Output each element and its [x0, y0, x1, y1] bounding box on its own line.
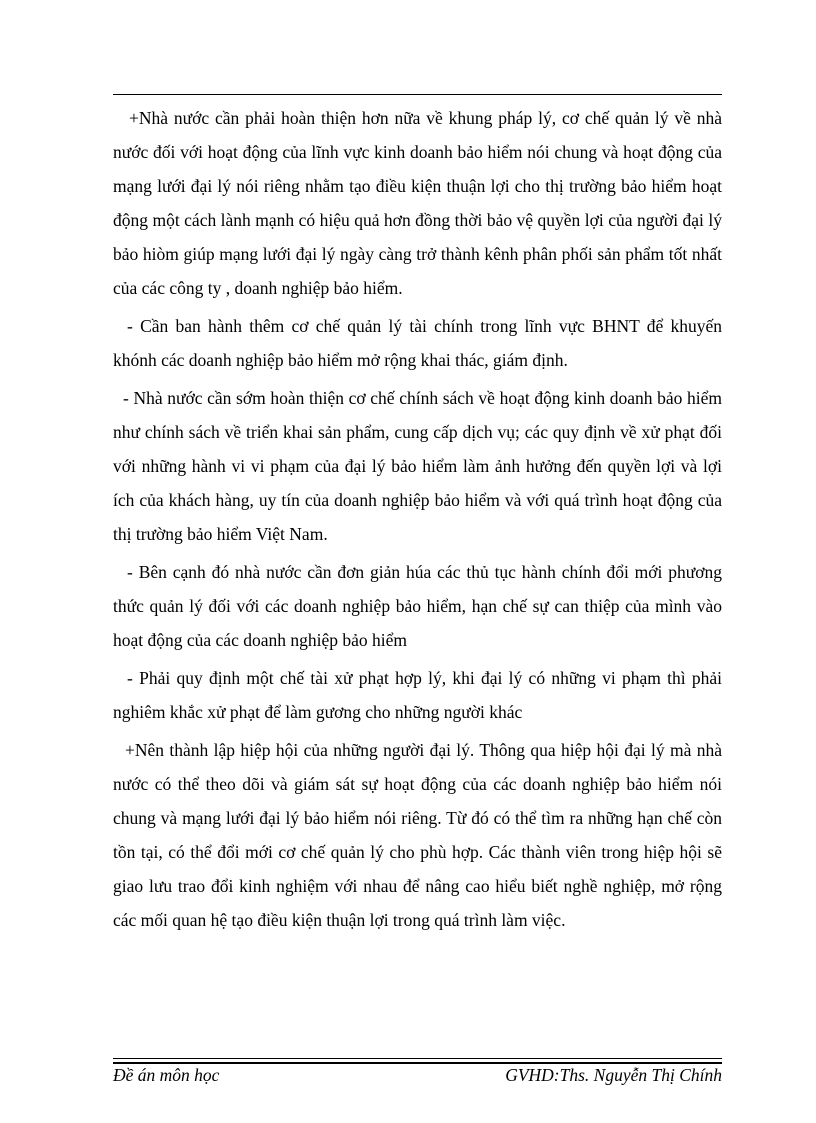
- paragraph-state-legal-framework: +Nhà nước cần phải hoàn thiện hơn nữa về khung pháp lý, cơ chế quản lý về nhà nước đối với hoạt động của lĩnh vực kinh doanh bảo hiểm nói chung và hoạt động của mạng lưới đại lý nói riêng nhằm tạo điều kiện thuận lợi cho thị trường bảo hiểm hoạt động một cách lành mạnh có hiệu quả hơn đồng thời bảo vệ quyền lợi của người đại lý bảo hiòm giúp mạng lưới đại lý ngày càng trở thành kênh phân phối sản phẩm tốt nhất của các công ty , doanh nghiệp bảo hiểm.: [113, 108, 722, 298]
- paragraph-penalty-regulation: - Phải quy định một chế tài xử phạt hợp lý, khi đại lý có những vi phạm thì phải nghiêm khắc xử phạt để làm gương cho những người khác: [113, 668, 722, 722]
- paragraph-agent-association: +Nên thành lập hiệp hội của những người đại lý. Thông qua hiệp hội đại lý mà nhà nước có thể theo dõi và giám sát sự hoạt động của các doanh nghiệp bảo hiểm nói chung và mạng lưới đại lý bảo hiểm nói riêng. Từ đó có thể tìm ra những hạn chế còn tồn tại, có thể đổi mới cơ chế quản lý cho phù hợp. Các thành viên trong hiệp hội sẽ giao lưu trao đổi kinh nghiệm với nhau để nâng cao hiểu biết nghề nghiệp, mở rộng các mối quan hệ tạo điều kiện thuận lợi trong quá trình làm việc.: [113, 740, 722, 930]
- page-footer: [113, 1063, 722, 1087]
- footer-rule-thin: [113, 1058, 722, 1059]
- footer-instructor: GVHD:Ths. Nguyễn Thị Chính: [505, 1065, 722, 1085]
- document-body: [113, 101, 722, 937]
- header-rule: [113, 94, 722, 95]
- footer-course-title: Đề án môn học: [113, 1065, 220, 1085]
- paragraph-policy-mechanism: - Nhà nước cần sớm hoàn thiện cơ chế chính sách về hoạt động kinh doanh bảo hiểm như chính sách về triển khai sản phẩm, cung cấp dịch vụ; các quy định về xử phạt đối với những hành vi vi phạm của đại lý bảo hiểm làm ảnh hưởng đến quyền lợi và lợi ích của khách hàng, uy tín của doanh nghiệp bảo hiểm và với quá trình hoạt động của thị trường bảo hiểm Việt Nam.: [113, 388, 722, 544]
- paragraph-financial-mechanism: - Cần ban hành thêm cơ chế quản lý tài chính trong lĩnh vực BHNT để khuyến khónh các doanh nghiệp bảo hiểm mở rộng khai thác, giám định.: [113, 316, 722, 370]
- paragraph-administrative-reform: - Bên cạnh đó nhà nước cần đơn giản húa các thủ tục hành chính đổi mới phương thức quản lý đối với các doanh nghiệp bảo hiểm, hạn chế sự can thiệp của mình vào hoạt động của các doanh nghiệp bảo hiểm: [113, 562, 722, 650]
